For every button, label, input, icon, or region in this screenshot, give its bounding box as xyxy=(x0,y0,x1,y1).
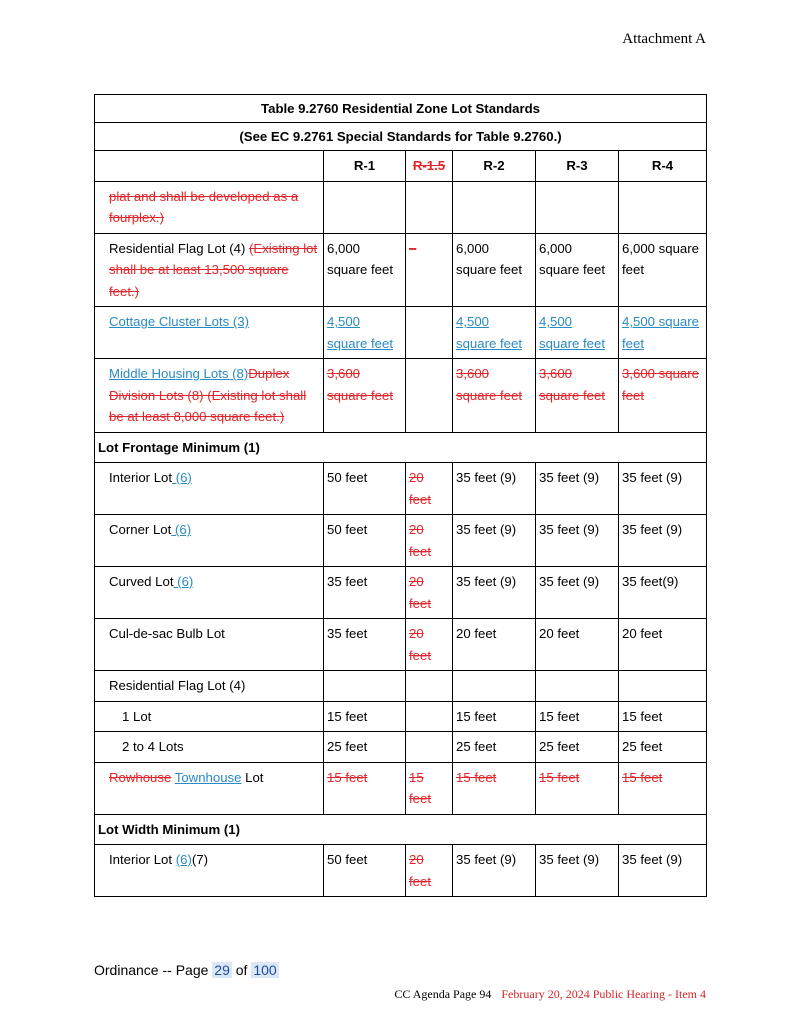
row-label: 1 Lot xyxy=(95,701,324,732)
row-label: Curved Lot (6) xyxy=(95,567,324,619)
cell: 35 feet (9) xyxy=(536,567,619,619)
table-row xyxy=(95,181,707,233)
col-r4: R-4 xyxy=(619,151,707,182)
table-row xyxy=(95,233,707,307)
hearing-info: February 20, 2024 Public Hearing - Item 4 xyxy=(501,987,706,1001)
table-title-row xyxy=(95,95,707,123)
row-label: Corner Lot (6) xyxy=(95,515,324,567)
cell: 3,600 square feet xyxy=(619,359,707,433)
header-blank xyxy=(95,151,324,182)
table-row xyxy=(95,701,707,732)
row-label: Residential Flag Lot (4) xyxy=(95,671,324,702)
deleted-text: (Existing lot shall be at least 13,500 square feet.) xyxy=(109,240,318,299)
cell: 20 feet xyxy=(406,567,453,619)
table-row xyxy=(95,515,707,567)
cell: 6,000 square feet xyxy=(619,233,707,307)
section-lot-width: Lot Width Minimum (1) xyxy=(95,814,707,845)
cell: 3,600 square feet xyxy=(536,359,619,433)
row-label: Cul-de-sac Bulb Lot xyxy=(95,619,324,671)
cell: 4,500 square feet xyxy=(619,307,707,359)
cell: 25 feet xyxy=(324,732,406,763)
table-row xyxy=(95,762,707,814)
inserted-text: Cottage Cluster Lots (3) xyxy=(109,314,249,329)
cell: 15 feet xyxy=(536,762,619,814)
table-title: Table 9.2760 Residential Zone Lot Standards xyxy=(95,95,707,123)
cell: 35 feet (9) xyxy=(453,463,536,515)
cell: 35 feet(9) xyxy=(619,567,707,619)
col-r1: R-1 xyxy=(324,151,406,182)
row-label: Interior Lot (6)(7) xyxy=(95,845,324,897)
table-row xyxy=(95,359,707,433)
deleted-text: Rowhouse xyxy=(109,769,172,785)
deleted-text: Duplex Division Lots (8) (Existing lot shall be at least 8,000 square feet.) xyxy=(109,366,307,424)
agenda-footer xyxy=(394,987,706,1002)
cell: 35 feet (9) xyxy=(453,845,536,897)
inserted-text: (6) xyxy=(171,522,192,537)
table-row xyxy=(95,463,707,515)
cell: 15 feet xyxy=(324,701,406,732)
cell: 15 feet xyxy=(453,701,536,732)
cell: 35 feet (9) xyxy=(453,515,536,567)
cell: 35 feet (9) xyxy=(619,515,707,567)
row-label: 2 to 4 Lots xyxy=(95,732,324,763)
cell: 35 feet xyxy=(324,619,406,671)
inserted-text: (6) xyxy=(173,574,194,589)
ordinance-page-footer: Ordinance -- Page 29 of 100 xyxy=(94,962,277,978)
table-row xyxy=(95,671,707,702)
attachment-label: Attachment A xyxy=(622,31,706,47)
section-row xyxy=(95,814,707,845)
cell: 35 feet xyxy=(324,567,406,619)
table-row xyxy=(95,732,707,763)
page-total: 100 xyxy=(253,962,277,978)
cell: 15 feet xyxy=(536,701,619,732)
page-number: 29 xyxy=(214,962,230,978)
cell: 35 feet (9) xyxy=(536,463,619,515)
cell: 15 feet xyxy=(619,701,707,732)
cell: 20 feet xyxy=(619,619,707,671)
inserted-text: (6) xyxy=(172,470,192,485)
cell: 35 feet (9) xyxy=(536,845,619,897)
cell: 35 feet (9) xyxy=(619,463,707,515)
lot-standards-table xyxy=(94,94,707,897)
col-r2: R-2 xyxy=(453,151,536,182)
col-r3: R-3 xyxy=(536,151,619,182)
table-row xyxy=(95,307,707,359)
row-label xyxy=(95,233,324,307)
agenda-page: CC Agenda Page 94 xyxy=(394,987,492,1001)
cell: 25 feet xyxy=(619,732,707,763)
cell: 20 feet xyxy=(406,515,453,567)
cell: 15 feet xyxy=(324,762,406,814)
row-label xyxy=(95,307,324,359)
cell: 50 feet xyxy=(324,845,406,897)
inserted-text: Townhouse xyxy=(174,769,242,785)
cell: 20 feet xyxy=(406,619,453,671)
cell: 6,000 square feet xyxy=(324,233,406,307)
cell: 6,000 square feet xyxy=(453,233,536,307)
cell: 20 feet xyxy=(406,463,453,515)
cell: 3,600 square feet xyxy=(324,359,406,433)
row-label: Rowhouse Townhouse Lot xyxy=(95,762,324,814)
column-header-row xyxy=(95,151,707,182)
cell: 35 feet (9) xyxy=(536,515,619,567)
cell: 6,000 square feet xyxy=(536,233,619,307)
cell: 35 feet (9) xyxy=(619,845,707,897)
cell: 20 feet xyxy=(536,619,619,671)
row-label xyxy=(95,181,324,233)
table-subtitle: (See EC 9.2761 Special Standards for Table 9.2760.) xyxy=(95,123,707,151)
inserted-text: Middle Housing Lots (8) xyxy=(109,366,249,381)
cell: 25 feet xyxy=(536,732,619,763)
section-row xyxy=(95,432,707,463)
cell: 4,500 square feet xyxy=(324,307,406,359)
cell: 15 feet xyxy=(619,762,707,814)
table-row xyxy=(95,567,707,619)
cell: 15 feet xyxy=(453,762,536,814)
cell: 20 feet xyxy=(453,619,536,671)
table-row xyxy=(95,619,707,671)
table-row xyxy=(95,845,707,897)
label-text: Residential Flag Lot (4) xyxy=(109,240,250,256)
cell: 50 feet xyxy=(324,463,406,515)
cell: 50 feet xyxy=(324,515,406,567)
cell: 3,600 square feet xyxy=(453,359,536,433)
cell: 25 feet xyxy=(453,732,536,763)
cell: 4,500 square feet xyxy=(536,307,619,359)
cell: 35 feet (9) xyxy=(453,567,536,619)
section-lot-frontage: Lot Frontage Minimum (1) xyxy=(95,432,707,463)
cell: – xyxy=(406,233,453,307)
row-label: Interior Lot (6) xyxy=(95,463,324,515)
inserted-text: (6) xyxy=(175,852,192,867)
cell: 20 feet xyxy=(406,845,453,897)
row-label xyxy=(95,359,324,433)
table-subtitle-row xyxy=(95,123,707,151)
deleted-text: plat and shall be developed as a fourplex.) xyxy=(109,188,299,225)
cell: 15 feet xyxy=(406,762,453,814)
cell: 4,500 square feet xyxy=(453,307,536,359)
col-r15: R-1.5 xyxy=(406,151,453,182)
